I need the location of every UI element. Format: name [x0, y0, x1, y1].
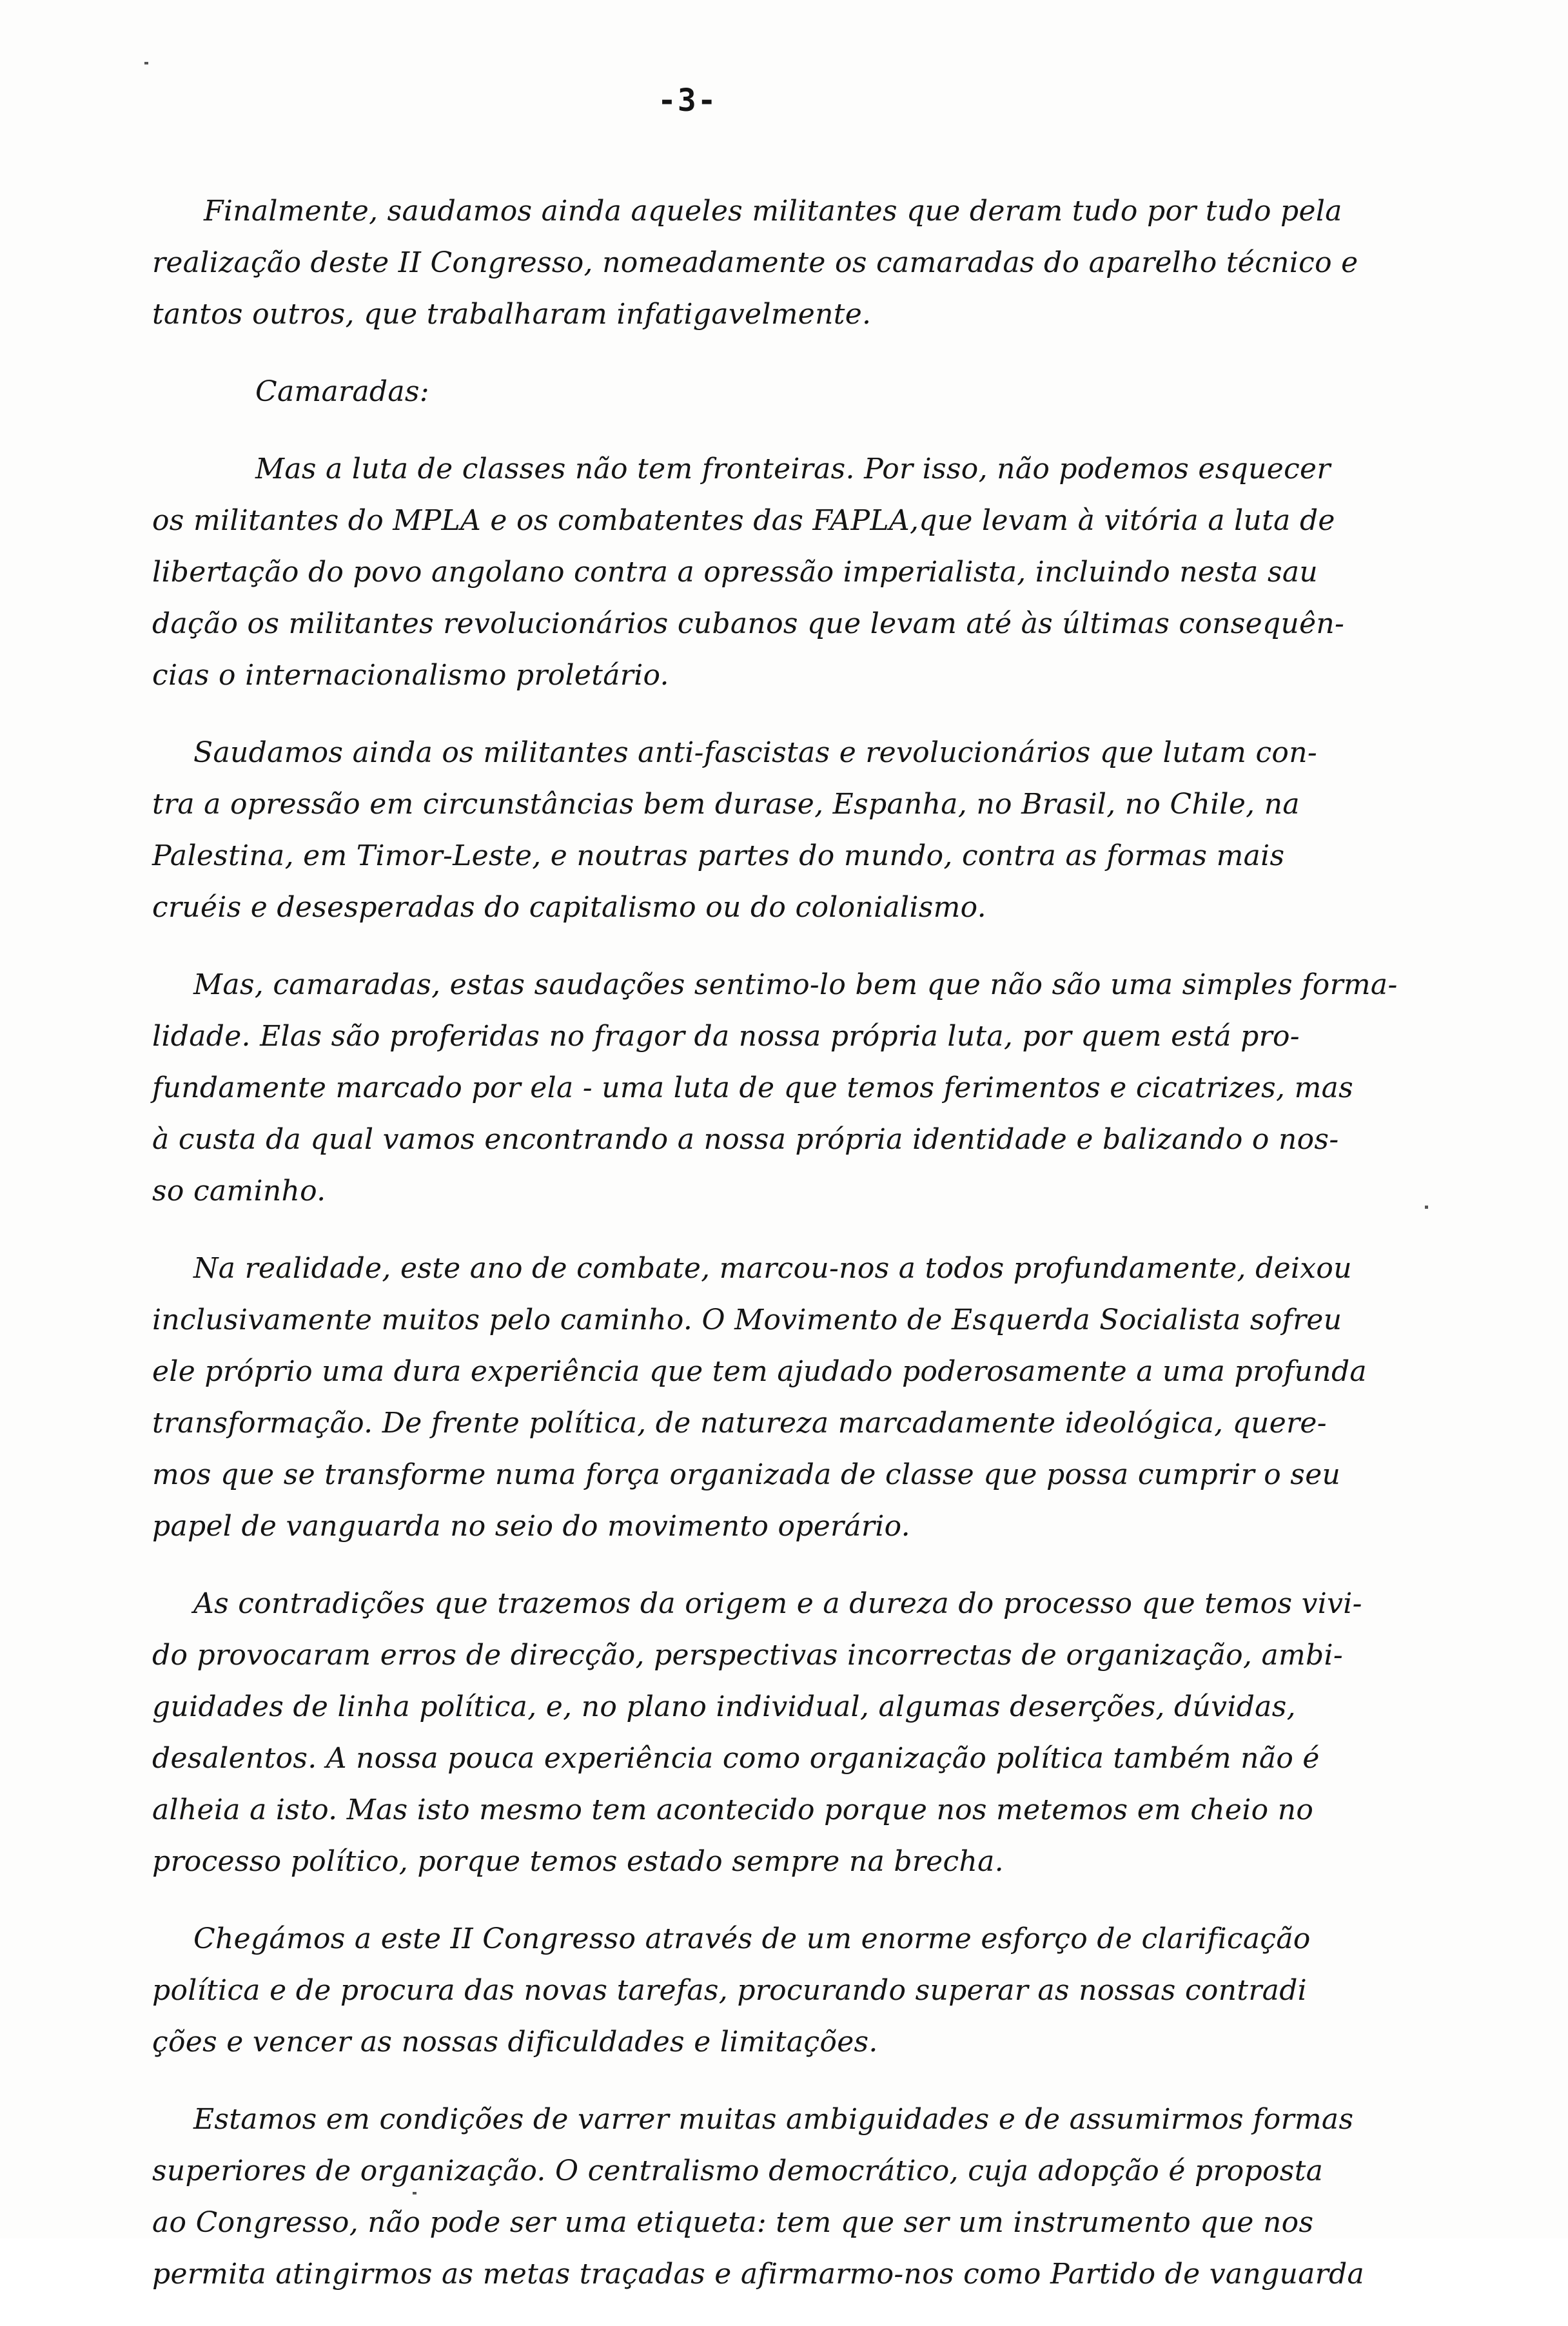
text-line: tantos outros, que trabalharam infatigavelmente.	[152, 298, 872, 331]
text-line: processo político, porque temos estado sempre na brecha.	[152, 1845, 1004, 1878]
text-line: superiores de organização. O centralismo democrático, cuja adopção é proposta	[152, 2155, 1324, 2187]
text-line: Palestina, em Timor-Leste, e noutras partes do mundo, contra as formas mais	[152, 839, 1285, 872]
text-line: Chegámos a este II Congresso através de um enorme esforço de clarificação	[193, 1922, 1311, 1955]
text-line: alheia a isto. Mas isto mesmo tem acontecido porque nos metemos em cheio no	[152, 1793, 1314, 1826]
paragraph-7	[152, 1578, 1448, 1888]
text-line: guidades de linha política, e, no plano individual, algumas deserções, dúvidas,	[152, 1690, 1296, 1723]
text-line: Saudamos ainda os militantes anti-fascistas e revolucionários que lutam con-	[193, 736, 1318, 769]
text-line: Finalmente, saudamos ainda aqueles militantes que deram tudo por tudo pela	[204, 195, 1342, 228]
text-line: política e de procura das novas tarefas, procurando superar as nossas contradi	[152, 1974, 1308, 2007]
text-line: ao Congresso, não pode ser uma etiqueta: tem que ser um instrumento que nos	[152, 2206, 1314, 2239]
text-line: Mas a luta de classes não tem fronteiras. Por isso, não podemos esquecer	[255, 453, 1331, 485]
text-line: ções e vencer as nossas dificuldades e limitações.	[152, 2026, 878, 2058]
text-line: do provocaram erros de direcção, perspectivas incorrectas de organização, ambi-	[152, 1639, 1344, 1672]
paragraph-9	[152, 2094, 1448, 2300]
text-line: os militantes do MPLA e os combatentes das FAPLA,que levam à vitória a luta de	[152, 504, 1335, 537]
text-line: cias o internacionalismo proletário.	[152, 659, 669, 692]
text-line: permita atingirmos as metas traçadas e afirmarmo-nos como Partido de vanguarda	[152, 2258, 1365, 2291]
text-line: dação os militantes revolucionários cubanos que levam até às últimas consequên-	[152, 607, 1345, 640]
text-line: As contradições que trazemos da origem e a dureza do processo que temos vivi-	[193, 1587, 1362, 1620]
paragraph-4	[152, 727, 1448, 933]
body-text	[152, 186, 1448, 2326]
paragraph-6	[152, 1243, 1448, 1552]
text-line: so caminho.	[152, 1175, 326, 1207]
text-line: desalentos. A nossa pouca experiência como organização política também não é	[152, 1742, 1320, 1775]
scan-speck	[144, 62, 148, 64]
paragraph-2	[152, 366, 1448, 418]
text-line: Camaradas:	[255, 375, 429, 408]
text-line: papel de vanguarda no seio do movimento operário.	[152, 1510, 910, 1543]
text-line: Mas, camaradas, estas saudações sentimo-lo bem que não são uma simples forma-	[193, 968, 1398, 1001]
text-line: Na realidade, este ano de combate, marcou-nos a todos profundamente, deixou	[193, 1252, 1352, 1285]
text-line: tra a opressão em circunstâncias bem durase, Espanha, no Brasil, no Chile, na	[152, 788, 1300, 821]
paragraph-3	[152, 444, 1448, 701]
text-line: libertação do povo angolano contra a opressão imperialista, incluindo nesta sau	[152, 556, 1318, 589]
text-line: cruéis e desesperadas do capitalismo ou do colonialismo.	[152, 891, 986, 924]
text-line: lidade. Elas são proferidas no fragor da nossa própria luta, por quem está pro-	[152, 1020, 1300, 1053]
page-number: -3-	[658, 83, 718, 119]
paragraph-8	[152, 1913, 1448, 2068]
paragraph-5	[152, 959, 1448, 1217]
text-line: ele próprio uma dura experiência que tem ajudado poderosamente a uma profunda	[152, 1355, 1367, 1388]
text-line: transformação. De frente política, de natureza marcadamente ideológica, quere-	[152, 1407, 1327, 1440]
text-line: fundamente marcado por ela - uma luta de que temos ferimentos e cicatrizes, mas	[152, 1071, 1354, 1104]
scan-speck	[1425, 1206, 1428, 1209]
text-line: Estamos em condições de varrer muitas ambiguidades e de assumirmos formas	[193, 2103, 1354, 2136]
scan-speck	[413, 2192, 416, 2194]
text-line: mos que se transforme numa força organizada de classe que possa cumprir o seu	[152, 1458, 1341, 1491]
paragraph-1	[152, 186, 1448, 340]
text-line: inclusivamente muitos pelo caminho. O Movimento de Esquerda Socialista sofreu	[152, 1304, 1342, 1336]
text-line: à custa da qual vamos encontrando a nossa própria identidade e balizando o nos-	[152, 1123, 1339, 1156]
text-line: realização deste II Congresso, nomeadamente os camaradas do aparelho técnico e	[152, 246, 1358, 279]
